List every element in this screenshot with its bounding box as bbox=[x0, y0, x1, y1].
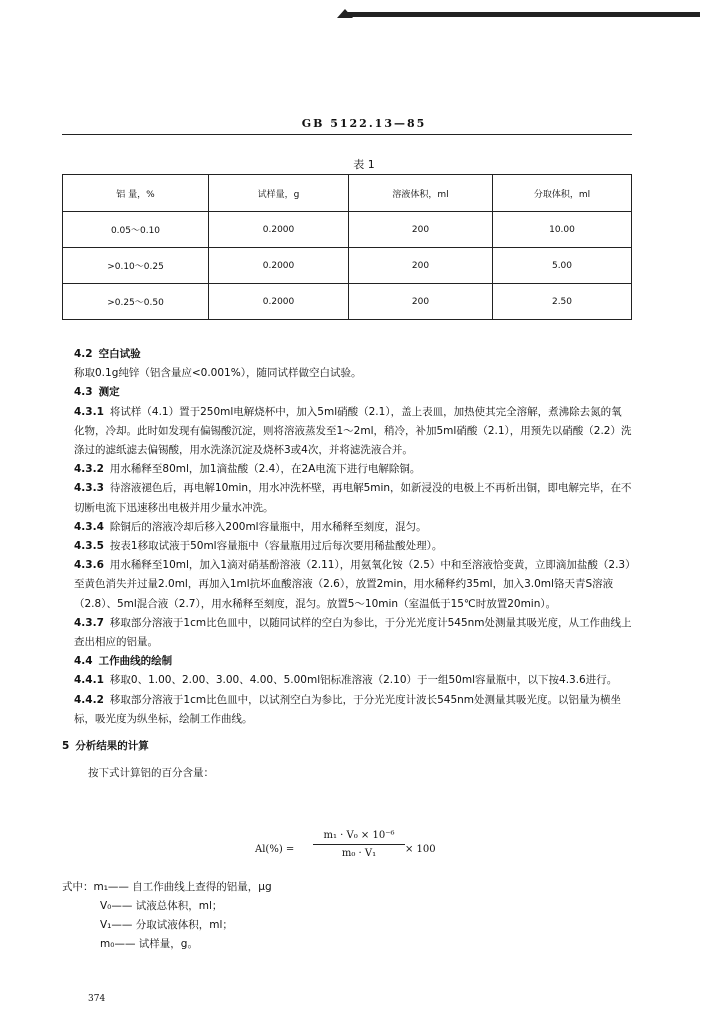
table-cell: 0.2000 bbox=[209, 284, 349, 320]
section-heading: 4.4 工作曲线的绘制 bbox=[74, 655, 173, 668]
data-table bbox=[62, 174, 632, 320]
column-header: 铝 量，% bbox=[63, 175, 209, 212]
section-heading: 4.2 空白试验 bbox=[74, 348, 141, 360]
table-cell: 0.05～0.10 bbox=[63, 212, 209, 248]
paragraph: 4.3.7 移取部分溶液于1cm比色皿中，以随同试样的空白为参比，于分光光度计545nm处测量其吸光度，从工作曲线上查出相应的铝量。 bbox=[74, 616, 632, 649]
legend-item: V₁—— 分取试液体积，ml； bbox=[100, 919, 233, 931]
formula-fraction bbox=[313, 830, 405, 859]
section-heading: 5 分析结果的计算 bbox=[62, 740, 149, 753]
table-header-row bbox=[63, 175, 632, 212]
paragraph: 4.3.6 用水稀释至10ml，加入1滴对硝基酚溶液（2.11），用氨氧化铵（2.5）中和至溶液恰变黄，立即滴加盐酸（2.3）至黄色消失并过量2.0ml，再加入1ml抗坏血酸溶液（2.6），放置2min，用水稀释约35ml，加入3.0ml铬天青S溶液（2.8）、5ml混合液（2.7），用水稀释至刻度，混匀。放置5～10min（室温低于15℃时放置20min）。 bbox=[74, 559, 631, 610]
formula-numerator: m₁ · V₀ × 10⁻⁶ bbox=[323, 830, 395, 841]
table-cell: 0.2000 bbox=[209, 248, 349, 284]
formula-multiplier: × 100 bbox=[405, 844, 436, 855]
formula-denominator: m₀ · V₁ bbox=[341, 848, 377, 859]
table-row bbox=[63, 212, 632, 248]
legend-item: m₀—— 试样量，g。 bbox=[100, 938, 198, 950]
paragraph: 4.3.1 将试样（4.1）置于250ml电解烧杯中，加入5ml硝酸（2.1），盖上表皿，加热使其完全溶解，煮沸除去氮的氧化物，冷却。此时如发现有偏锡酸沉淀，则将溶液蒸发至1～2ml，稍冷，补加5ml硝酸（2.1），用预先以硝酸（2.2）洗涤过的滤纸滤去偏锡酸，用水洗涤沉淀及烧杯3或4次，并将滤洗液合并。 bbox=[74, 405, 632, 457]
paragraph: 4.4.1 移取0、1.00、2.00、3.00、4.00、5.00ml铝标准溶液（2.10）于一组50ml容量瓶中，以下按4.3.6进行。 bbox=[74, 674, 618, 687]
paragraph: 4.3.3 待溶液褪色后，再电解10min，用水冲洗杯壁，再电解5min，如新浸没的电极上不再析出铜，即电解完毕，在不切断电流下迅速移出电极并用少量水冲洗。 bbox=[74, 482, 632, 514]
table-cell: 10.00 bbox=[493, 212, 632, 248]
page-number: 374 bbox=[88, 994, 106, 1004]
paragraph: 4.4.2 移取部分溶液于1cm比色皿中，以试剂空白为参比，于分光光度计波长545nm处测量其吸光度。以铝量为横坐标，吸光度为纵坐标，绘制工作曲线。 bbox=[74, 693, 622, 725]
fraction-bar bbox=[313, 844, 405, 845]
standard-number: GB 5122.13—85 bbox=[301, 117, 427, 130]
section-heading: 4.3 测定 bbox=[74, 386, 120, 399]
table-cell: 5.00 bbox=[493, 248, 632, 284]
table-row bbox=[63, 248, 632, 284]
paragraph: 4.3.4 除铜后的溶液冷却后移入200ml容量瓶中，用水稀释至刻度，混匀。 bbox=[74, 520, 427, 533]
column-header: 溶液体积，ml bbox=[349, 175, 493, 212]
paragraph: 4.3.5 按表1移取试液于50ml容量瓶中（容量瓶用过后每次要用稀盐酸处理）。 bbox=[74, 540, 443, 553]
table-cell: 200 bbox=[349, 248, 493, 284]
table-cell: 200 bbox=[349, 284, 493, 320]
paragraph: 4.3.2 用水稀释至80ml，加1滴盐酸（2.4），在2A电流下进行电解除铜。 bbox=[74, 463, 421, 476]
table-row bbox=[63, 284, 632, 320]
formula-legend bbox=[62, 878, 272, 954]
paragraph: 称取0.1g纯锌（铝含量应<0.001%），随同试样做空白试验。 bbox=[74, 367, 362, 380]
scan-artifact-bar bbox=[345, 12, 700, 17]
legend-item: 式中：m₁—— 自工作曲线上查得的铝量，μg bbox=[62, 881, 272, 893]
header-rule bbox=[62, 134, 632, 135]
table-cell: >0.25～0.50 bbox=[63, 284, 209, 320]
legend-item: V₀—— 试液总体积，ml； bbox=[100, 900, 223, 912]
table-cell: 200 bbox=[349, 212, 493, 248]
table-cell: >0.10～0.25 bbox=[63, 248, 209, 284]
document-body bbox=[62, 337, 632, 783]
table-caption: 表 1 bbox=[353, 158, 375, 171]
formula-lhs: Al(%) = bbox=[255, 844, 295, 855]
column-header: 分取体积，ml bbox=[493, 175, 632, 212]
table-cell: 2.50 bbox=[493, 284, 632, 320]
column-header: 试样量，g bbox=[209, 175, 349, 212]
paragraph: 按下式计算铝的百分含量： bbox=[88, 767, 214, 780]
table-cell: 0.2000 bbox=[209, 212, 349, 248]
